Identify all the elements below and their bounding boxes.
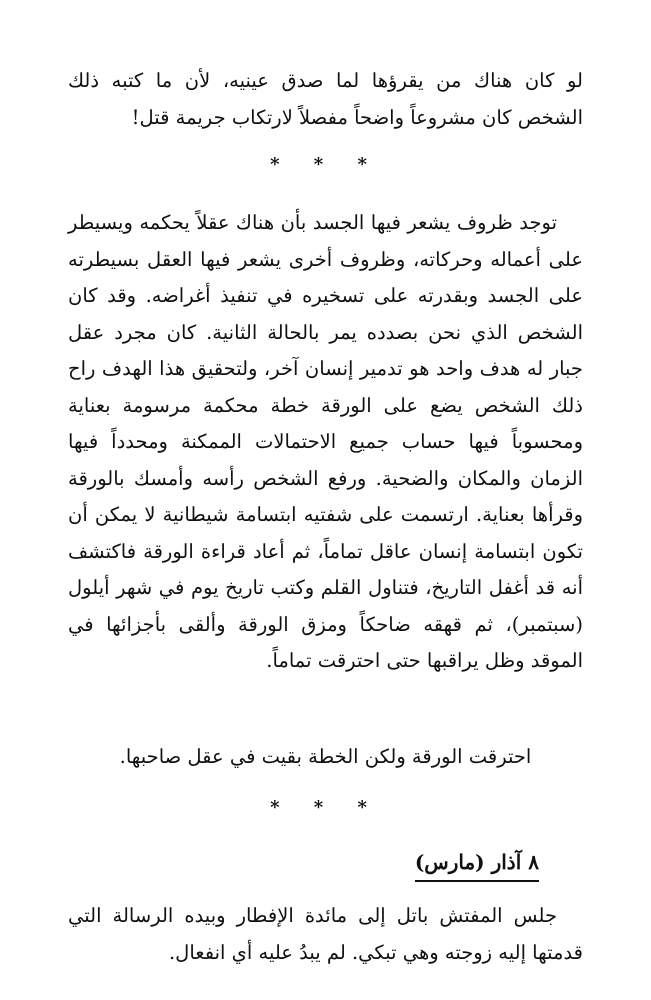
final-paragraph-text: جلس المفتش باتل إلى مائدة الإفطار وبيده الرسالة التي قدمتها إليه زوجته وهي تبكي. لم يبدُ عليه أي انفعال. [68,904,583,964]
main-paragraph-text: توجد ظروف يشعر فيها الجسد بأن هناك عقلاً يحكمه ويسيطر على أعماله وحركاته، وظروف أخرى يشعر فيها العقل بسيطرته على الجسد وبقدرته على تسخيره في تنفيذ أغراضه. وقد كان الشخص الذي نحن بصدده يمر بالحالة الثانية. كان مجرد عقل جبار له هدف واحد هو تدمير إنسان آخر، ولتحقيق هذا الهدف راح ذلك الشخص يضع على الورقة خطة محكمة مرسومة بعناية ومحسوباً فيها حساب جميع الاحتمالات الممكنة ومحدداً فيها الزمان والمكان والضحية. ورفع الشخص رأسه وأمسك بالورقة وقرأها بعناية. ارتسمت على شفتيه ابتسامة شيطانية لا يمكن أن تكون ابتسامة إنسان عاقل تماماً، ثم أعاد قراءة الورقة فاكتشف أنه قد أغفل التاريخ، فتناول القلم وكتب تاريخ يوم في شهر أيلول (سبتمبر)، ثم قهقه ضاحكاً ومزق الورقة وألقى بأجزائها في الموقد وظل يراقبها حتى احترقت تماماً. [68,211,583,672]
main-paragraph [68,205,583,680]
section-heading: ٨ آذار (مارس) [415,846,539,882]
top-paragraph: لو كان هناك من يقرؤها لما صدق عينيه، لأن ما كتبه ذلك الشخص كان مشروعاً واضحاً مفصلاً لارتكاب جريمة قتل! [68,69,583,129]
closing-line: احترقت الورقة ولكن الخطة بقيت في عقل صاحبها. [119,745,532,768]
final-paragraph [68,898,583,971]
section-separator-2: * * * [270,797,381,818]
section-separator: * * * [270,154,381,175]
